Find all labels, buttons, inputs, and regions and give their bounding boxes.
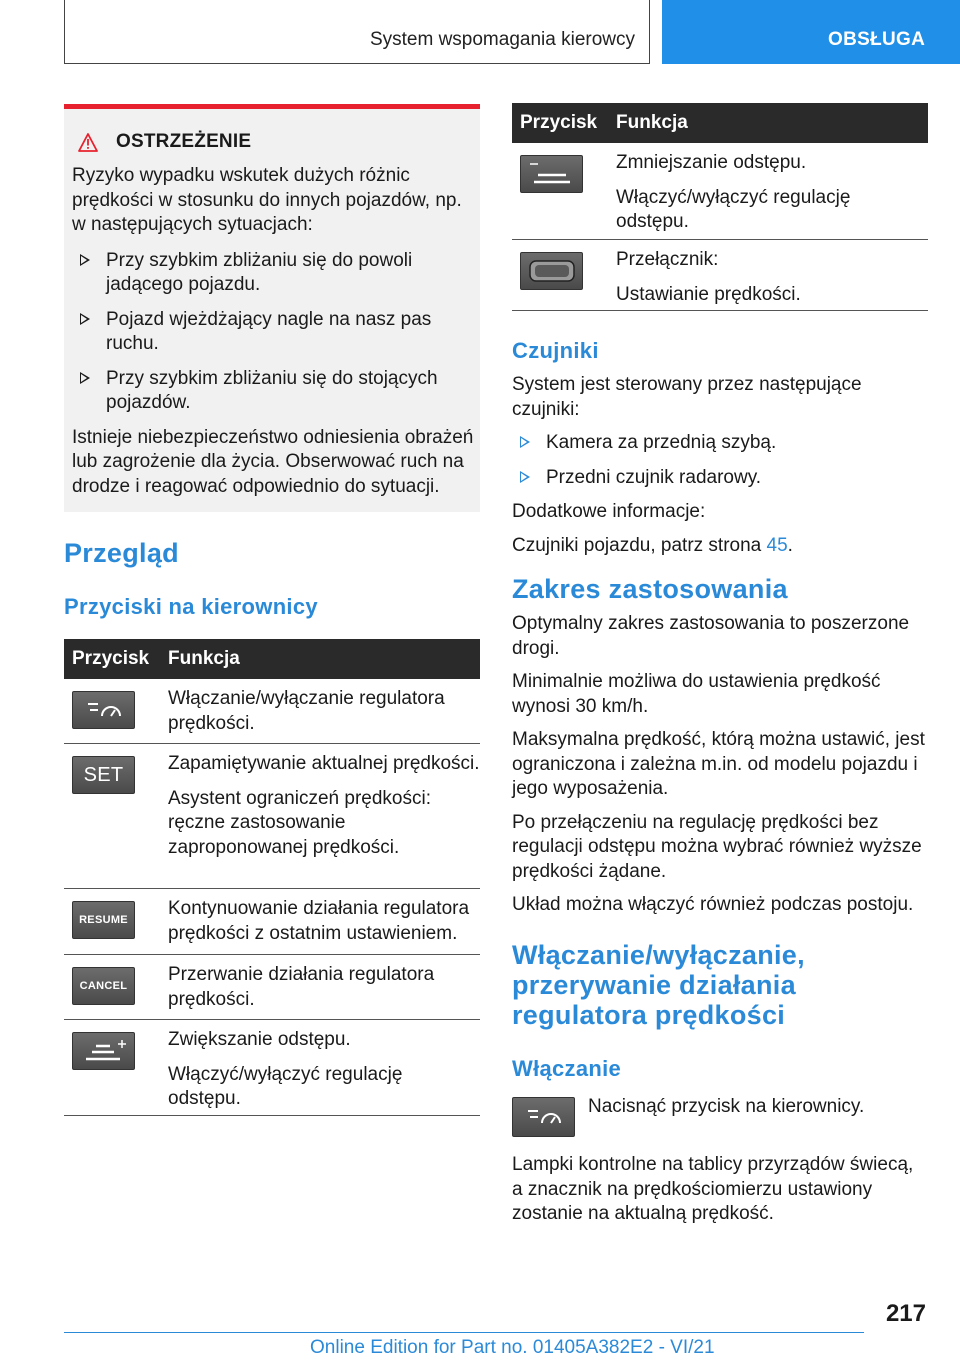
list-item: Przy szybkim zbliżaniu się do powoli jadącego pojazdu. bbox=[72, 249, 476, 298]
sensors-heading: Czujniki bbox=[512, 338, 599, 363]
range-paragraph: Układ można włączyć również podczas postoju. bbox=[512, 894, 914, 915]
warning-title-text: OSTRZEŻENIE bbox=[116, 131, 252, 152]
table-row bbox=[64, 679, 480, 744]
function-text: Włączyć/wyłączyć regulację odstępu. bbox=[616, 186, 851, 232]
speedometer-icon bbox=[72, 691, 135, 729]
triangle-bullet-icon bbox=[80, 254, 90, 266]
set-button-icon: SET bbox=[72, 756, 135, 794]
column-header-function: Funkcja bbox=[168, 648, 240, 669]
sensors-section bbox=[512, 373, 928, 567]
footer-edition: Online Edition for Part no. 01405A382E2 - VI/21 bbox=[310, 1337, 715, 1358]
table-row bbox=[512, 143, 928, 240]
warning-outro: Istnieje niebezpieczeństwo odniesienia obrażeń lub zagrożenie dla życia. Obserwować ruch na drodze i reagować odpowiednio do sytuacji. bbox=[72, 426, 474, 497]
warning-triangle-icon bbox=[78, 133, 98, 152]
function-text: Asystent ograniczeń prędkości: ręczne zastosowanie zaproponowanej prędkości. bbox=[168, 787, 431, 858]
buttons-table-right bbox=[512, 103, 928, 311]
header-chapter-box bbox=[662, 0, 960, 64]
rocker-switch-icon bbox=[520, 252, 583, 290]
switching-press: Nacisnąć przycisk na kierownicy. bbox=[588, 1096, 865, 1117]
header-section-title: System wspomagania kierowcy bbox=[369, 29, 635, 50]
switching-subheading: Włączanie bbox=[512, 1056, 622, 1081]
column-header-button: Przycisk bbox=[520, 112, 598, 133]
function-text: Zwiększanie odstępu. bbox=[168, 1029, 351, 1050]
page-number: 217 bbox=[885, 1300, 926, 1327]
warning-list bbox=[72, 249, 476, 416]
sensors-more: Dodatkowe informacje: bbox=[512, 501, 706, 522]
list-item: Pojazd wjeżdżający nagle na nasz pas ruchu. bbox=[72, 308, 476, 357]
footer-divider bbox=[64, 1332, 864, 1333]
overview-heading: Przegląd bbox=[64, 538, 179, 568]
list-item: Kamera za przednią szybą. bbox=[512, 431, 928, 456]
buttons-subheading: Przyciski na kierownicy bbox=[64, 594, 318, 619]
table-row bbox=[64, 744, 480, 889]
function-text: Przerwanie działania regulatora prędkości. bbox=[168, 964, 435, 1010]
warning-title bbox=[78, 131, 251, 153]
range-section bbox=[512, 612, 928, 927]
range-paragraph: Optymalny zakres zastosowania to poszerzone drogi. bbox=[512, 613, 910, 659]
function-text: Ustawianie prędkości. bbox=[616, 283, 801, 305]
list-item: Przedni czujnik radarowy. bbox=[512, 466, 928, 491]
function-text: Kontynuowanie działania regulatora prędkości z ostatnim ustawieniem. bbox=[168, 898, 470, 944]
buttons-table-left bbox=[64, 639, 480, 1116]
range-paragraph: Po przełączeniu na regulację prędkości bez regulacji odstępu można wybrać również wyższe prędkości żądane. bbox=[512, 811, 922, 882]
triangle-bullet-icon bbox=[520, 436, 530, 448]
list-item: Przy szybkim zbliżaniu się do stojących pojazdów. bbox=[72, 367, 476, 416]
header-section-box bbox=[64, 0, 650, 64]
distance-decrease-icon bbox=[520, 155, 583, 193]
page-link[interactable]: 45 bbox=[766, 534, 788, 556]
function-text: Włączyć/wyłączyć regulację odstępu. bbox=[168, 1063, 403, 1109]
table-row bbox=[64, 1020, 480, 1116]
table-row bbox=[64, 889, 480, 955]
function-text: Zapamiętywanie aktualnej prędkości. bbox=[168, 753, 480, 774]
speedometer-icon bbox=[512, 1097, 575, 1137]
function-text: Zmniejszanie odstępu. bbox=[616, 152, 807, 173]
function-text: Włączanie/wyłączanie regulatora prędkości. bbox=[168, 688, 445, 734]
switching-heading: Włączanie/wyłączanie, przerywanie działania regulatora prędkości bbox=[512, 940, 805, 1030]
distance-increase-icon bbox=[72, 1032, 135, 1070]
table-row bbox=[512, 240, 928, 311]
column-header-function: Funkcja bbox=[616, 112, 688, 133]
triangle-bullet-icon bbox=[80, 372, 90, 384]
sensors-intro: System jest sterowany przez następujące czujniki: bbox=[512, 374, 862, 420]
sensors-list bbox=[512, 431, 928, 490]
header-chapter-title: OBSŁUGA bbox=[828, 29, 926, 50]
table-header bbox=[64, 639, 480, 679]
range-heading: Zakres zastosowania bbox=[512, 574, 788, 604]
switching-result: Lampki kontrolne na tablicy przyrządów świecą, a znacznik na prędkościomierzu ustawiony zostanie na aktualną prędkość. bbox=[512, 1154, 914, 1224]
table-header bbox=[512, 103, 928, 143]
warning-intro: Ryzyko wypadku wskutek dużych różnic prędkości w stosunku do innych pojazdów, np. w następujących sytuacjach: bbox=[72, 165, 462, 235]
triangle-bullet-icon bbox=[80, 313, 90, 325]
warning-body bbox=[72, 164, 476, 510]
range-paragraph: Minimalnie możliwa do ustawienia prędkość wynosi 30 km/h. bbox=[512, 671, 881, 717]
function-text: Przełącznik: bbox=[616, 249, 719, 270]
column-header-button: Przycisk bbox=[72, 648, 150, 669]
resume-button-icon: RESUME bbox=[72, 901, 135, 939]
triangle-bullet-icon bbox=[520, 471, 530, 483]
warning-box bbox=[64, 104, 480, 512]
range-paragraph: Maksymalna prędkość, którą można ustawić, jest ograniczona i zależna m.in. od modelu pojazdu i jego wyposażenia. bbox=[512, 729, 925, 799]
sensors-reference: Czujniki pojazdu, patrz strona 45. bbox=[512, 534, 793, 556]
table-row bbox=[64, 955, 480, 1020]
cancel-button-icon: CANCEL bbox=[72, 967, 135, 1005]
